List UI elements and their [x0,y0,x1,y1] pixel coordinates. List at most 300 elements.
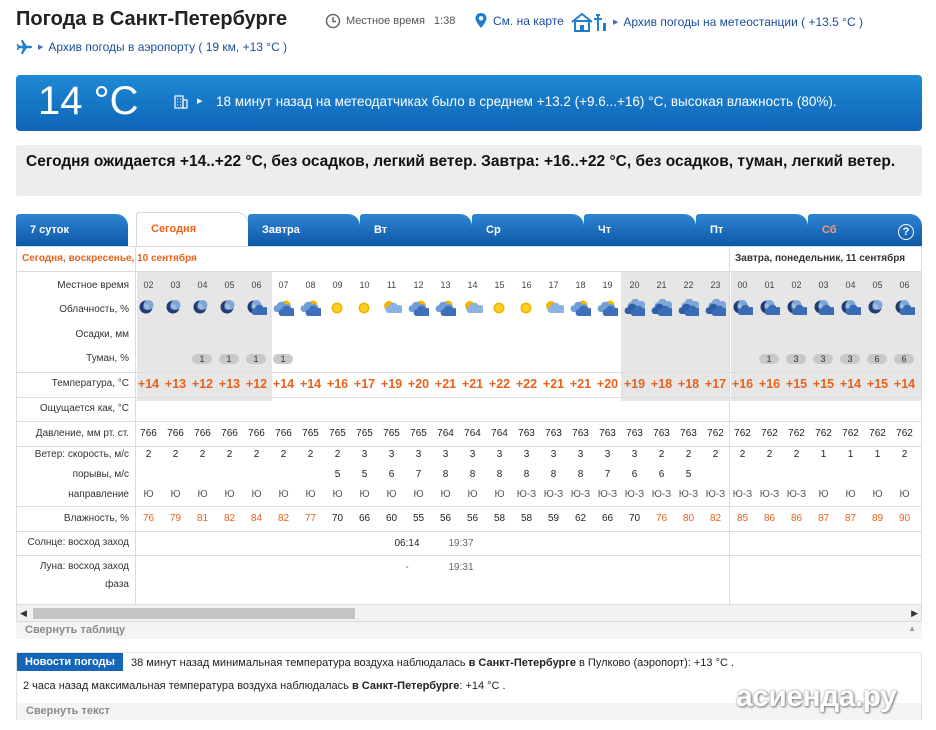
row-label-pressure: Давление, мм рт. ст. [35,428,129,439]
wind-direction-cell: Ю-З [543,489,564,500]
weather-station-icon [570,11,608,33]
pressure-cell: 762 [788,428,805,439]
partly-cloudy-icon [299,298,321,318]
day-header-today: Сегодня, воскресенье, 10 сентября [22,253,197,264]
pressure-cell: 762 [842,428,859,439]
tab-wed[interactable]: Ср [472,214,584,246]
humidity-cell: 87 [817,513,830,524]
gust-cell: 7 [604,469,611,480]
temperature-cell: +19 [623,377,646,391]
sun-icon [326,298,348,318]
pressure-cell: 766 [140,428,157,439]
row-label-precip: Осадки, мм [75,329,129,340]
pressure-cell: 762 [707,428,724,439]
temperature-cell: +18 [650,377,673,391]
row-label-sun: Солнце: восход заход [27,537,129,548]
wind-speed-cell: 2 [793,449,800,460]
pressure-cell: 765 [410,428,427,439]
wind-speed-cell: 2 [172,449,179,460]
moonrise-time: - [405,562,409,573]
table-horizontal-scrollbar[interactable] [16,604,922,622]
page-title: Погода в Санкт-Петербурге [16,8,288,30]
row-label-cloud: Облачность, % [59,304,129,315]
collapse-text-label: Свернуть текст [26,705,110,717]
hour-cell: 09 [332,280,343,290]
temperature-cell: +14 [137,377,160,391]
archive-airport-link[interactable] [16,39,287,55]
news-text: 38 минут назад минимальная температура воздуха наблюдалась [131,657,469,669]
temperature-cell: +12 [191,377,214,391]
row-label-moon: Луна: восход заход [39,561,129,572]
gust-cell: 8 [523,469,530,480]
fog-icon [893,352,915,366]
row-label-fog: Туман, % [86,353,129,364]
partly-cloudy-icon [434,298,456,318]
hour-cell: 14 [467,280,478,290]
moonset-time: 19:31 [448,562,474,573]
night-clear-icon [164,298,186,318]
row-label-direction: направление [68,489,129,500]
wind-speed-cell: 2 [658,449,665,460]
hour-cell: 16 [521,280,532,290]
gust-cell: 6 [631,469,638,480]
tab-today[interactable]: Сегодня [136,212,249,246]
fog-icon [245,352,267,366]
hour-cell: 21 [656,280,667,290]
clock-icon [325,13,341,29]
night-clear-icon [137,298,159,318]
current-weather-banner [16,75,922,131]
wind-speed-cell: 3 [469,449,476,460]
wind-speed-cell: 3 [550,449,557,460]
chevron-up-icon: ▲ [908,624,916,633]
gust-cell: 8 [577,469,584,480]
sun-icon [515,298,537,318]
wind-direction-cell: Ю-З [624,489,645,500]
wind-speed-cell: 2 [739,449,746,460]
gust-cell: 5 [334,469,341,480]
hour-cell: 04 [845,280,856,290]
cloudy-icon [677,298,699,318]
day-header-tomorrow: Завтра, понедельник, 11 сентября [735,253,906,264]
pressure-cell: 765 [356,428,373,439]
hour-cell: 08 [305,280,316,290]
humidity-cell: 81 [196,513,209,524]
wind-direction-cell: Ю [305,489,316,500]
wind-direction-cell: Ю [170,489,181,500]
pressure-cell: 763 [545,428,562,439]
wind-speed-cell: 2 [712,449,719,460]
partly-cloudy-icon [596,298,618,318]
gust-cell: 5 [361,469,368,480]
temperature-cell: +12 [245,377,268,391]
pressure-cell: 764 [464,428,481,439]
wind-direction-cell: Ю-З [759,489,780,500]
pressure-cell: 765 [302,428,319,439]
temperature-cell: +18 [677,377,700,391]
sun-icon [488,298,510,318]
wind-direction-cell: Ю-З [705,489,726,500]
pressure-cell: 762 [869,428,886,439]
temperature-cell: +21 [434,377,457,391]
pressure-cell: 762 [734,428,751,439]
humidity-cell: 77 [304,513,317,524]
fog-icon [866,352,888,366]
humidity-cell: 76 [142,513,155,524]
fog-icon [272,352,294,366]
airplane-icon [16,39,33,55]
fog-icon [218,352,240,366]
fog-value: 1 [253,354,259,364]
wind-speed-cell: 2 [253,449,260,460]
wind-direction-cell: Ю [359,489,370,500]
current-sensor-note: 18 минут назад на метеодатчиках было в среднем +13.2 (+9.6...+16) °C, высокая влажность (80%). [216,94,837,109]
map-pin-icon [474,12,488,29]
humidity-cell: 82 [709,513,722,524]
humidity-cell: 82 [223,513,236,524]
watermark: асиенда.ру [736,680,897,713]
wind-speed-cell: 1 [847,449,854,460]
night-cloud-icon [893,298,915,318]
collapse-table-label: Свернуть таблицу [25,624,126,636]
wind-direction-cell: Ю [251,489,262,500]
page-header [0,0,936,70]
temperature-cell: +19 [380,377,403,391]
temperature-cell: +14 [839,377,862,391]
temperature-cell: +15 [866,377,889,391]
wind-speed-cell: 3 [523,449,530,460]
night-cloud-icon [731,298,753,318]
gust-cell: 8 [469,469,476,480]
scrollbar-thumb[interactable] [33,608,355,619]
wind-direction-cell: Ю-З [570,489,591,500]
wind-speed-cell: 3 [388,449,395,460]
wind-direction-cell: Ю-З [516,489,537,500]
collapse-table-button[interactable] [16,622,922,639]
hour-cell: 23 [710,280,721,290]
hour-cell: 18 [575,280,586,290]
local-time-label: Местное время [346,15,425,27]
wind-speed-cell: 2 [685,449,692,460]
wind-speed-cell: 2 [199,449,206,460]
forecast-summary: Сегодня ожидается +14..+22 °C, без осадков, легкий ветер. Завтра: +16..+22 °C, без осадков, туман, легкий ветер. [16,145,922,196]
pressure-cell: 763 [518,428,535,439]
temperature-cell: +16 [326,377,349,391]
wind-speed-cell: 1 [874,449,881,460]
humidity-cell: 55 [412,513,425,524]
humidity-cell: 89 [871,513,884,524]
row-label-gusts: порывы, м/с [72,469,129,480]
night-clear-icon [218,298,240,318]
temperature-cell: +22 [488,377,511,391]
moon-phase-icon [421,580,437,600]
hour-cell: 01 [764,280,775,290]
partly-sunny-icon [380,298,402,318]
hour-cell: 07 [278,280,289,290]
current-temperature: 14 °C [38,79,139,123]
fog-icon [785,352,807,366]
hour-cell: 03 [818,280,829,290]
fog-value: 1 [199,354,205,364]
row-label-feels: Ощущается как, °C [39,403,129,414]
temperature-cell: +17 [704,377,727,391]
archive-station-link[interactable] [570,11,863,33]
wind-direction-cell: Ю-З [786,489,807,500]
humidity-cell: 79 [169,513,182,524]
news-text: : +14 °C . [459,680,506,692]
hour-cell: 02 [791,280,802,290]
map-link[interactable] [474,12,564,29]
pressure-cell: 766 [167,428,184,439]
gust-cell: 8 [496,469,503,480]
humidity-cell: 86 [790,513,803,524]
link-arrow-icon: ▶ [197,98,203,105]
wind-direction-cell: Ю [386,489,397,500]
hour-cell: 05 [224,280,235,290]
wind-direction-cell: Ю [143,489,154,500]
humidity-cell: 76 [655,513,668,524]
wind-speed-cell: 3 [604,449,611,460]
temperature-cell: +21 [461,377,484,391]
humidity-cell: 56 [466,513,479,524]
row-label-temp: Температура, °C [51,378,129,389]
night-clear-icon [866,298,888,318]
pressure-cell: 763 [572,428,589,439]
humidity-cell: 80 [682,513,695,524]
pressure-cell: 764 [437,428,454,439]
sunrise-time: 06:14 [394,538,420,549]
humidity-cell: 62 [574,513,587,524]
pressure-cell: 762 [896,428,913,439]
humidity-cell: 60 [385,513,398,524]
wind-direction-cell: Ю [224,489,235,500]
news-city: в Санкт-Петербурге [351,680,460,692]
pressure-cell: 764 [491,428,508,439]
humidity-cell: 86 [763,513,776,524]
tab-fri[interactable]: Пт [696,214,808,246]
partly-cloudy-icon [407,298,429,318]
fog-value: 3 [793,354,799,364]
row-label-wind-speed: Ветер: скорость, м/с [34,449,129,460]
temperature-cell: +14 [299,377,322,391]
wind-direction-cell: Ю [872,489,883,500]
cloudy-icon [623,298,645,318]
row-label-humidity: Влажность, % [63,513,129,524]
scroll-left-icon[interactable]: ◀ [20,608,27,618]
hour-cell: 06 [899,280,910,290]
temperature-cell: +20 [407,377,430,391]
partly-cloudy-icon [272,298,294,318]
wind-direction-cell: Ю [467,489,478,500]
gust-cell: 8 [442,469,449,480]
building-icon [174,93,188,109]
gust-cell: 5 [685,469,692,480]
tab-thu[interactable]: Чт [584,214,696,246]
wind-direction-cell: Ю [278,489,289,500]
tab-sat[interactable] [808,214,922,246]
news-text: в Пулково (аэропорт): +13 °C . [575,657,735,669]
wind-direction-cell: Ю [413,489,424,500]
hour-cell: 05 [872,280,883,290]
wind-speed-cell: 1 [820,449,827,460]
wind-speed-cell: 3 [496,449,503,460]
gust-cell: 6 [658,469,665,480]
hour-cell: 22 [683,280,694,290]
temperature-cell: +13 [164,377,187,391]
humidity-cell: 70 [628,513,641,524]
tab-tomorrow[interactable]: Завтра [248,214,360,246]
wind-direction-cell: Ю [899,489,910,500]
hour-cell: 19 [602,280,613,290]
fog-icon [839,352,861,366]
wind-direction-cell: Ю-З [678,489,699,500]
humidity-cell: 56 [439,513,452,524]
hour-cell: 20 [629,280,640,290]
wind-speed-cell: 3 [577,449,584,460]
wind-speed-cell: 2 [280,449,287,460]
hour-cell: 17 [548,280,559,290]
gust-cell: 6 [388,469,395,480]
fog-value: 1 [226,354,232,364]
night-clear-icon [191,298,213,318]
humidity-cell: 87 [844,513,857,524]
wind-speed-cell: 2 [145,449,152,460]
temperature-cell: +20 [596,377,619,391]
wind-speed-cell: 3 [631,449,638,460]
hour-cell: 06 [251,280,262,290]
hour-cell: 12 [413,280,424,290]
hour-cell: 02 [143,280,154,290]
link-arrow-icon: ▶ [613,19,619,26]
news-badge: Новости погоды [17,653,123,671]
pressure-cell: 763 [599,428,616,439]
temperature-cell: +21 [542,377,565,391]
pressure-cell: 765 [329,428,346,439]
fog-value: 3 [847,354,853,364]
hour-cell: 00 [737,280,748,290]
scroll-right-icon[interactable]: ▶ [911,608,918,618]
pressure-cell: 762 [815,428,832,439]
temperature-cell: +21 [569,377,592,391]
humidity-cell: 82 [277,513,290,524]
humidity-cell: 84 [250,513,263,524]
row-label-time: Местное время [57,280,129,291]
pressure-cell: 763 [680,428,697,439]
pressure-cell: 765 [383,428,400,439]
hour-cell: 04 [197,280,208,290]
hour-cell: 03 [170,280,181,290]
temperature-cell: +17 [353,377,376,391]
pressure-cell: 763 [653,428,670,439]
cloudy-icon [704,298,726,318]
wind-speed-cell: 2 [307,449,314,460]
pressure-cell: 762 [761,428,778,439]
wind-speed-cell: 3 [415,449,422,460]
humidity-cell: 70 [331,513,344,524]
humidity-cell: 66 [358,513,371,524]
wind-direction-cell: Ю-З [732,489,753,500]
archive-station-text[interactable]: Архив погоды на метеостанции ( +13.5 °C ) [623,15,863,29]
night-cloud-icon [785,298,807,318]
gust-cell: 7 [415,469,422,480]
pressure-cell: 766 [194,428,211,439]
humidity-cell: 58 [520,513,533,524]
map-link-text[interactable]: См. на карте [493,13,564,28]
humidity-cell: 66 [601,513,614,524]
hour-cell: 11 [386,280,397,290]
tab-sat-label: Сб [822,224,837,236]
sunset-time: 19:37 [448,538,474,549]
tab-tue[interactable]: Вт [360,214,472,246]
fog-value: 6 [874,354,880,364]
wind-speed-cell: 3 [442,449,449,460]
humidity-cell: 58 [493,513,506,524]
partly-sunny-icon [542,298,564,318]
fog-icon [812,352,834,366]
wind-speed-cell: 2 [766,449,773,460]
partly-sunny-icon [461,298,483,318]
humidity-cell: 59 [547,513,560,524]
pressure-cell: 766 [221,428,238,439]
archive-airport-text[interactable]: Архив погоды в аэропорту ( 19 км, +13 °C ) [48,40,288,54]
local-time [325,13,455,29]
news-item [131,657,734,669]
news-text: 2 часа назад максимальная температура воздуха наблюдалась [23,680,352,692]
temperature-cell: +15 [812,377,835,391]
fog-value: 3 [820,354,826,364]
sun-icon [353,298,375,318]
temperature-cell: +16 [731,377,754,391]
night-cloud-icon [245,298,267,318]
hour-cell: 10 [359,280,370,290]
pressure-cell: 766 [275,428,292,439]
hour-cell: 15 [494,280,505,290]
partly-cloudy-icon [569,298,591,318]
wind-direction-cell: Ю [845,489,856,500]
temperature-cell: +14 [272,377,295,391]
wind-direction-cell: Ю [197,489,208,500]
fog-value: 6 [901,354,907,364]
link-arrow-icon: ▶ [38,44,44,51]
row-label-moon-phase: фаза [105,579,129,590]
humidity-cell: 85 [736,513,749,524]
tab-7-days[interactable]: 7 суток [16,214,128,246]
temperature-cell: +16 [758,377,781,391]
temperature-cell: +15 [785,377,808,391]
wind-speed-cell: 2 [334,449,341,460]
night-cloud-icon [758,298,780,318]
wind-speed-cell: 2 [901,449,908,460]
pressure-cell: 763 [626,428,643,439]
fog-value: 1 [766,354,772,364]
hourly-forecast-table [16,246,922,606]
local-time-value: 1:38 [433,15,456,27]
night-cloud-icon [839,298,861,318]
news-item [23,680,506,692]
wind-speed-cell: 3 [361,449,368,460]
cloudy-icon [650,298,672,318]
hour-cell: 13 [440,280,451,290]
help-icon[interactable]: ? [898,224,914,240]
wind-direction-cell: Ю-З [597,489,618,500]
humidity-cell: 90 [898,513,911,524]
news-city: в Санкт-Петербурге [468,657,576,669]
fog-icon [758,352,780,366]
period-tabs [16,210,922,246]
temperature-cell: +14 [893,377,916,391]
fog-value: 1 [280,354,286,364]
fog-icon [191,352,213,366]
